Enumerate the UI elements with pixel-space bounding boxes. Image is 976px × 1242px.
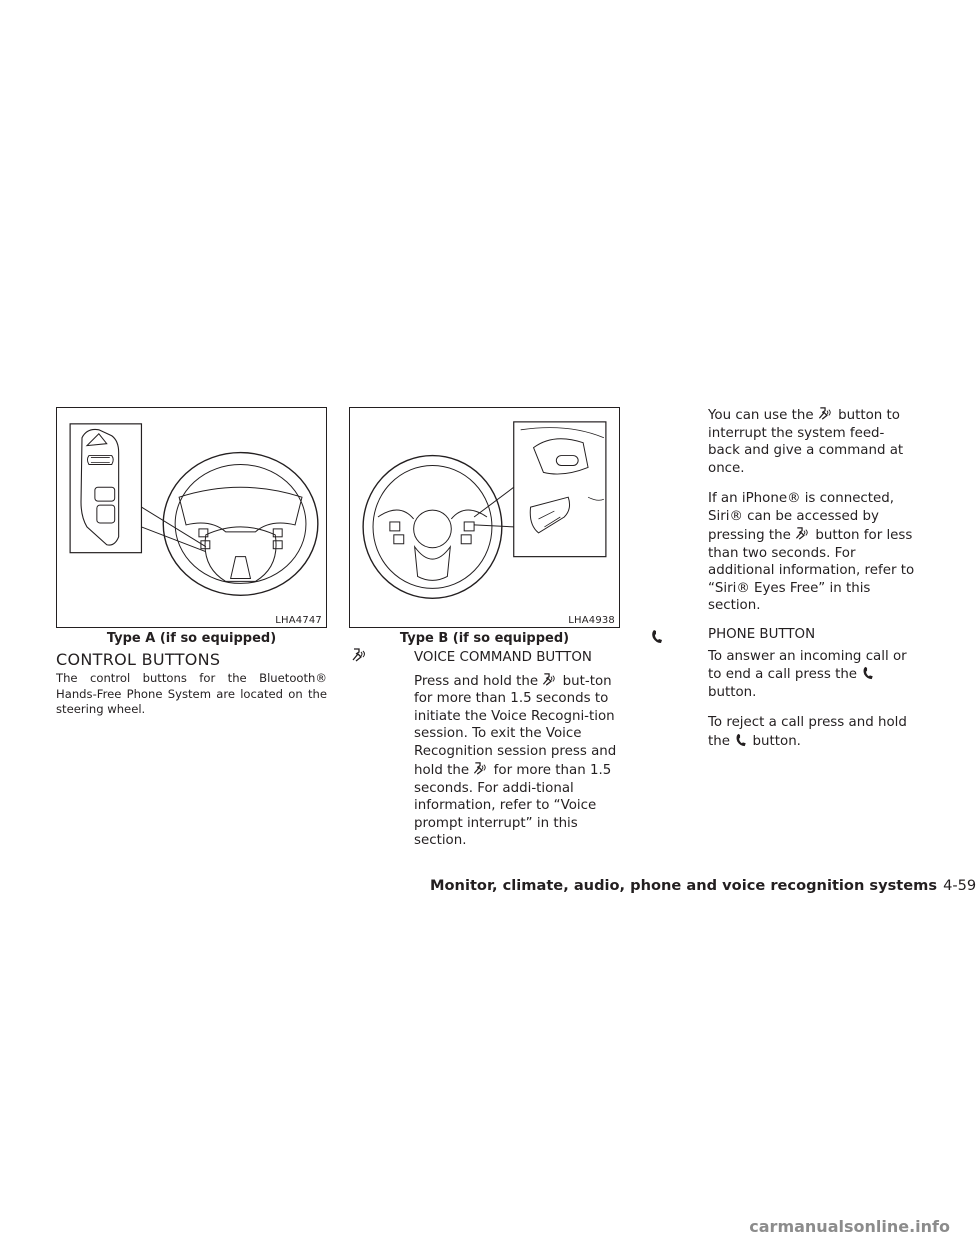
- figure-type-b: [349, 407, 620, 628]
- phone-handset-icon: [650, 628, 664, 645]
- phone-handset-icon: [734, 732, 748, 748]
- figure-type-a: [56, 407, 327, 628]
- figure-caption-type-a: Type A (if so equipped): [106, 631, 277, 646]
- figure-caption-type-b: Type B (if so equipped): [399, 631, 570, 646]
- voice-interrupt-paragraph: [708, 405, 916, 477]
- voice-text-b: but-ton for more than 1.5 seconds to initiate the Voice Recogni-tion session. To exit the Voice Recognition session press and hold the: [414, 673, 617, 778]
- voice-command-icon: [352, 646, 368, 664]
- voice-command-icon: [795, 525, 811, 542]
- phone-reject-a: To reject a call press and hold the: [708, 715, 907, 749]
- section-intro: The control buttons for the Bluetooth® Hands-Free Phone System are located on the steering wheel.: [56, 671, 327, 716]
- footer-section-title: Monitor, climate, audio, phone and voice recognition systems: [430, 877, 938, 894]
- phone-answer-paragraph: [708, 648, 916, 702]
- voice-command-continued: [708, 405, 916, 628]
- siri-paragraph: [708, 490, 916, 615]
- siri-text-a: If an iPhone® is connected, Siri® can be accessed by pressing the: [708, 491, 895, 543]
- siri-text-b: button for less than two seconds. For additional information, refer to “Siri® Eyes Free” in this section.: [708, 528, 915, 613]
- voice-text-c: for more than 1.5 seconds. For addi-tional information, refer to “Voice prompt interrupt” in this section.: [414, 763, 612, 848]
- voice-command-icon: [818, 405, 834, 422]
- phone-handset-icon: [861, 665, 875, 681]
- steering-wheel-type-b-illustration: [350, 408, 619, 627]
- voice-text-a: Press and hold the: [414, 673, 539, 689]
- voice-command-section: [414, 649, 620, 863]
- page-number: 4-59: [943, 877, 976, 894]
- figure-code: LHA4938: [568, 615, 615, 626]
- figure-code: LHA4747: [275, 615, 322, 626]
- voice-command-icon: [473, 760, 489, 777]
- phone-section: [708, 626, 916, 763]
- watermark: carmanualsonline.info: [749, 1217, 950, 1236]
- phone-answer-b: button.: [708, 684, 757, 700]
- voice-interrupt-b: button to interrupt the system feed-back and give a command at once.: [708, 408, 904, 476]
- steering-wheel-type-a-illustration: [57, 408, 326, 627]
- phone-title: PHONE BUTTON: [708, 627, 816, 642]
- page-footer: [430, 877, 976, 894]
- section-heading: CONTROL BUTTONS: [56, 650, 221, 669]
- phone-answer-a: To answer an incoming call or to end a call press the: [708, 648, 907, 682]
- voice-interrupt-a: You can use the: [708, 408, 814, 423]
- voice-command-paragraph: [414, 671, 620, 850]
- phone-reject-b: button.: [752, 733, 801, 749]
- voice-command-icon: [542, 671, 558, 688]
- phone-reject-paragraph: [708, 714, 916, 750]
- voice-command-title: VOICE COMMAND BUTTON: [414, 650, 592, 665]
